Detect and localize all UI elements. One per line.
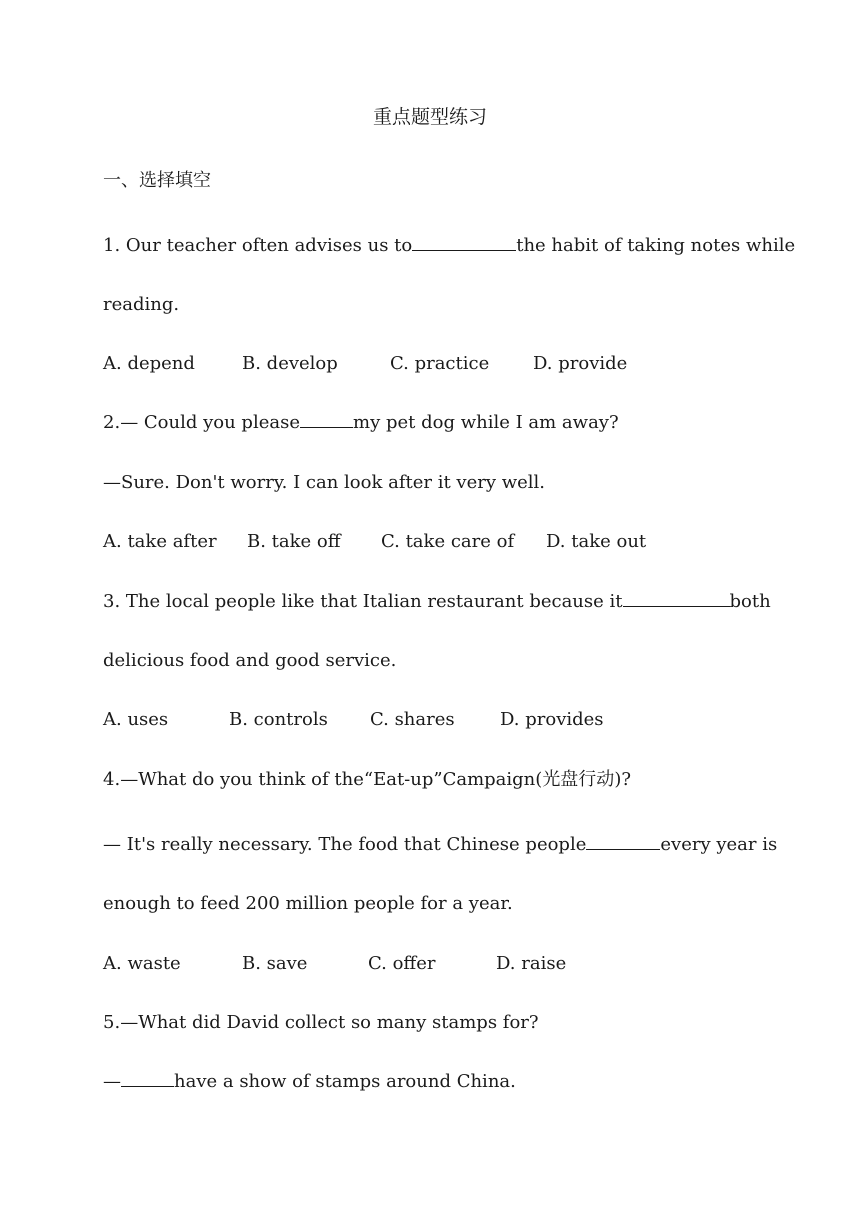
page-title: 重点题型练习: [372, 106, 487, 128]
question-text: —What do you think of the“Eat-up”Campaign(: [120, 769, 543, 790]
option-a[interactable]: A. depend: [103, 353, 195, 374]
answer-blank[interactable]: [412, 234, 516, 251]
question-number: 1.: [103, 235, 121, 256]
question-4-reply-cont: enough to feed 200 million people for a year.: [103, 893, 513, 914]
option-c[interactable]: C. take care of: [381, 531, 515, 552]
question-5-reply: [103, 1069, 758, 1095]
question-text: my pet dog while I am away?: [353, 412, 619, 433]
option-a[interactable]: A. uses: [103, 709, 169, 730]
question-number: 3.: [103, 591, 121, 612]
question-text: —: [103, 1071, 121, 1092]
option-d[interactable]: D. take out: [546, 531, 647, 552]
question-2-stem: [103, 410, 758, 436]
question-text: Our teacher often advises us to: [125, 235, 413, 256]
question-3-stem-cont: delicious food and good service.: [103, 650, 397, 671]
section-heading: 一、选择填空: [103, 170, 211, 191]
question-number: 5.: [103, 1012, 121, 1033]
question-text-chinese: 光盘行动: [542, 769, 615, 790]
question-1-stem-cont: reading.: [103, 294, 180, 315]
question-text: — Could you please: [120, 412, 300, 433]
question-text: —What did David collect so many stamps for?: [120, 1012, 539, 1033]
question-1-stem: [103, 233, 796, 259]
question-text: — It's really necessary. The food that Chinese people: [103, 834, 587, 855]
option-d[interactable]: D. provide: [533, 353, 628, 374]
answer-blank[interactable]: [121, 1070, 174, 1087]
answer-blank[interactable]: [586, 833, 660, 850]
question-text: every year is: [660, 834, 778, 855]
option-c[interactable]: C. shares: [370, 709, 455, 730]
question-5-stem: [103, 1010, 758, 1036]
question-text: The local people like that Italian restaurant because it: [125, 591, 623, 612]
question-text: )?: [614, 769, 631, 790]
answer-blank[interactable]: [623, 590, 730, 607]
option-d[interactable]: D. provides: [500, 709, 604, 730]
option-c[interactable]: C. practice: [390, 353, 490, 374]
option-b[interactable]: B. develop: [242, 353, 338, 374]
option-d[interactable]: D. raise: [496, 953, 567, 974]
question-text: both: [729, 591, 771, 612]
question-number: 4.: [103, 769, 121, 790]
option-b[interactable]: B. take off: [247, 531, 341, 552]
question-2-reply: —Sure. Don't worry. I can look after it very well.: [103, 472, 546, 493]
answer-blank[interactable]: [300, 411, 353, 428]
question-number: 2.: [103, 412, 121, 433]
option-a[interactable]: A. waste: [103, 953, 181, 974]
option-b[interactable]: B. controls: [229, 709, 328, 730]
question-text: have a show of stamps around China.: [174, 1071, 516, 1092]
question-4-stem: [103, 767, 758, 793]
option-a[interactable]: A. take after: [103, 531, 217, 552]
option-c[interactable]: C. offer: [368, 953, 436, 974]
question-4-reply: [103, 832, 778, 858]
question-text: the habit of taking notes while: [516, 235, 796, 256]
option-b[interactable]: B. save: [242, 953, 308, 974]
question-3-stem: [103, 589, 771, 615]
